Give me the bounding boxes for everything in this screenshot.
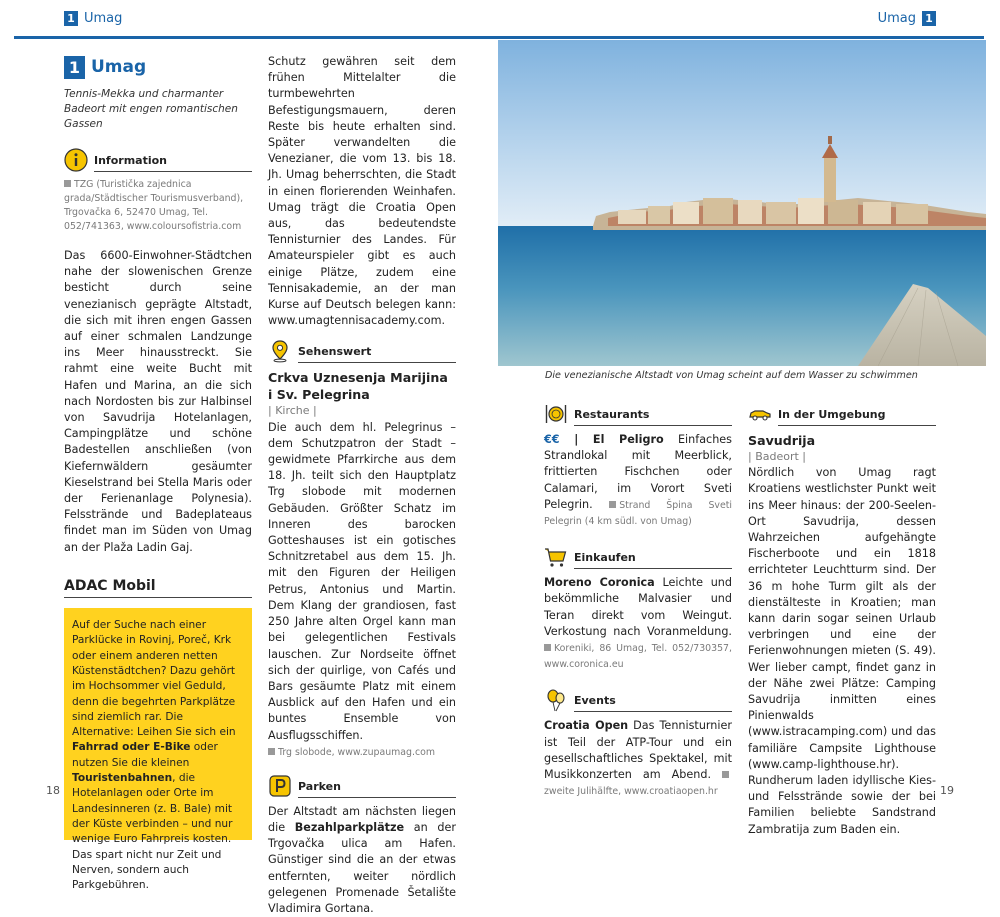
info-icon bbox=[64, 148, 88, 172]
bold-text: Fahrrad oder E-Bike bbox=[72, 741, 191, 754]
entry-text: Nördlich von Umag ragt Kroatiens westlichster Punkt weit ins Meer hinaus: der 200-Seelen-Ort Savudrija, dessen Wahrzeichen aufgehängte Fischerboote und ein 1818 errichteter Leuchtturm sind. Der 36 m hohe Turm gilt als der dienstälteste in Kroatien; man kann darin sogar seinen Urlaub verbringen und eine der Ferienwohnungen mieten (S. 49). Wer lieber campt, findet ganz in der Nähe zwei Plätze: Camping Savudrija inmitten eines Pinienwalds (www.istracamping.com) und das familiäre Campsite Lighthouse (www.camp-lighthouse.hr). Rundherum laden idyllische Kies- und Felsstrände sowie der bei Familien beliebte Sandstrand Zambratija zum Baden ein. bbox=[748, 466, 936, 836]
photo-caption: Die venezianische Altstadt von Umag scheint auf dem Wasser zu schwimmen bbox=[545, 370, 918, 381]
section-label: Einkaufen bbox=[574, 550, 732, 569]
bullet-square bbox=[64, 180, 71, 187]
bullet-square bbox=[268, 748, 275, 755]
continuation-paragraph: Schutz gewähren seit dem frühen Mittelalter die turmbewehrten Befestigungsmauern, deren Reste bis heute erhalten sind. Später verwandelten die Venezianer, die vom 13. bis 18. Jh. Umag beherrschten, die Stadt in einen florierenden Weinhafen. Umag trägt die Croatia Open aus, das bedeutendste Tennisturnier des Landes. Für Amateurspieler gibt es auch einige Plätze, zudem eine Tennisakademie, an der man Kurse auf Deutsch belegen kann: www.umagtennisacademy.com. bbox=[268, 55, 456, 328]
bold-text: Croatia Open bbox=[544, 719, 629, 733]
column-2 bbox=[268, 54, 456, 917]
header-rule bbox=[14, 36, 984, 39]
entry-text: Die auch dem hl. Pelegrinus – dem Schutzpatron der Stadt – gewidmete Pfarrkirche aus dem 18. Jh. teilt sich den Hauptplatz Trg slobode mit modernen Gebäuden. Größter Schatz im Inneren des barocken Gotteshauses ist ein gotisches Schnitzretabel aus dem 15. Jh. mit den Figuren der Heiligen Petrus, Antonius und Martin. Dem Klang der grandiosen, fast 250 Jahre alten Orgel kann man bei gelegentlichen Festivals lauschen. Zur Nordseite öffnet sich der quirlige, von Cafés und Bars gesäumte Platz mit einem Ausblick auf den Hafen und ein buntes Ensemble von Ausflugsschiffen. bbox=[268, 420, 456, 742]
page-number-left: 18 bbox=[46, 784, 60, 797]
bullet-square bbox=[609, 501, 616, 508]
entry-text: €€ | El Peligro Einfaches Strandlokal mit Meerblick, frittierten Fischchen oder Calamari, im Vorort Sveti Pelegrin. Strand Špina Sveti Pelegrin (4 km südl. von Umag) bbox=[544, 433, 733, 528]
intro-paragraph: Das 6600-Einwohner-Städtchen nahe der slowenischen Grenze besticht durch seine venezianisch geprägte Altstadt, die sich mit ihren engen Gassen auf einer schmalen Landzunge ins Meer hinausstreckt. Sie rahmt eine weite Bucht mit Hafen und Marina, an die sich nach Nordosten bis zur Halbinsel von Savudrija Hotelanlagen, Campingplätze und schöne Badestellen anschließen (von Kiefernwäldern gesäumter Kieselstrand bei Stella Maris oder der Ferienanlage Polynesia). Felsstrände und Badeplateaus findet man im Süden von Umag an der Plaža Ladin Gaj. bbox=[64, 249, 252, 554]
balloons-icon bbox=[544, 688, 568, 712]
column-3 bbox=[544, 402, 732, 799]
adac-mobil-box: Auf der Suche nach einer Parklücke in Rovinj, Poreč, Krk oder einem anderen netten Küstenstädtchen? Dazu gehört im Hochsommer viel Geduld, denn die begehrten Parkplätze sind ziemlich rar. Die Alternative: Leihen Sie sich ein Fahrrad oder E-Bike oder nutzen Sie die kleinen Touristenbahnen, die Hotelanlagen oder Orte im Landesinneren (z. B. Bale) mit der Küste verbinden – und nur wenige Euro Fahrpreis kosten. Das spart nicht nur Zeit und Nerven, sondern auch Parkgebühren. bbox=[64, 608, 252, 840]
chapter-number-badge: 1 bbox=[64, 56, 85, 79]
running-header-label: Umag bbox=[84, 10, 123, 26]
bold-text: El Peligro bbox=[592, 433, 664, 446]
bold-text: Moreno Coronica bbox=[544, 576, 655, 590]
bullet-square bbox=[544, 644, 551, 651]
section-header-events bbox=[544, 688, 732, 712]
map-pin-icon bbox=[268, 339, 292, 363]
adac-heading: ADAC Mobil bbox=[64, 578, 252, 598]
section-header-information bbox=[64, 148, 252, 172]
umag-old-town-photo bbox=[498, 40, 986, 366]
page-number-right: 19 bbox=[940, 784, 954, 797]
shopping-cart-icon bbox=[544, 545, 568, 569]
bold-text: Bezahlparkplätze bbox=[294, 820, 405, 834]
cutlery-plate-icon bbox=[544, 402, 568, 426]
section-label: Parken bbox=[298, 779, 456, 798]
section-header-einkaufen bbox=[544, 545, 732, 569]
chapter-number-badge: 1 bbox=[64, 11, 78, 26]
running-header-right bbox=[878, 0, 936, 36]
section-header-restaurants bbox=[544, 402, 732, 426]
section-label: Restaurants bbox=[574, 407, 732, 426]
price-category: €€ bbox=[544, 433, 560, 446]
entry-address: Trg slobode, www.zupaumag.com bbox=[268, 746, 456, 760]
section-header-parken bbox=[268, 774, 456, 798]
parking-icon bbox=[268, 774, 292, 798]
page-title: Umag bbox=[91, 57, 147, 78]
entry-category: | Badeort | bbox=[748, 450, 807, 463]
entry-text: Moreno Coronica Leichte und bekömmliche Malvasier und Teran direkt vom Weingut. Verkostung nach Voranmeldung. Koreniki, 86 Umag, Tel. 052/730357, www.coronica.eu bbox=[544, 576, 732, 671]
section-label: Information bbox=[94, 153, 252, 172]
running-header-left bbox=[64, 0, 122, 36]
entry-title: Savudrija bbox=[748, 433, 816, 448]
section-label: In der Umgebung bbox=[778, 407, 936, 426]
car-icon bbox=[748, 402, 772, 426]
section-label: Sehenswert bbox=[298, 344, 456, 363]
info-text: TZG (Turistička zajednica grada/Städtischer Tourismusverband), Trgovačka 6, 52470 Umag, Tel. 052/741363, www.coloursofistria.com bbox=[64, 179, 244, 232]
entry-text: Der Altstadt am nächsten liegen die Bezahlparkplätze an der Trgovačka ulica am Hafen. Günstiger sind die an der etwas entfernten, weiter nördlich gelegenen Promenade Šetalište Vladimira Gortana. bbox=[268, 804, 456, 915]
column-4 bbox=[748, 402, 936, 838]
entry-category: | Kirche | bbox=[268, 404, 317, 418]
running-header-label: Umag bbox=[877, 10, 916, 26]
chapter-number-badge: 1 bbox=[922, 11, 936, 26]
chapter-title bbox=[64, 56, 252, 79]
bold-text: Touristenbahnen bbox=[72, 772, 173, 785]
section-header-umgebung bbox=[748, 402, 936, 426]
entry-title: Crkva Uznesenja Marijina i Sv. Pelegrina bbox=[268, 370, 448, 403]
chapter-subtitle: Tennis-Mekka und charmanter Badeort mit engen romantischen Gassen bbox=[64, 88, 238, 130]
column-1 bbox=[64, 56, 252, 892]
section-header-sehenswert bbox=[268, 339, 456, 363]
section-label: Events bbox=[574, 693, 732, 712]
bullet-square bbox=[722, 771, 729, 778]
entry-text: Croatia Open Das Tennisturnier ist Teil der ATP-Tour und ein gesellschaftliches Spektakel, mit Musikkonzerten am Abend. zweite Julihälfte, www.croatiaopen.hr bbox=[544, 719, 732, 798]
